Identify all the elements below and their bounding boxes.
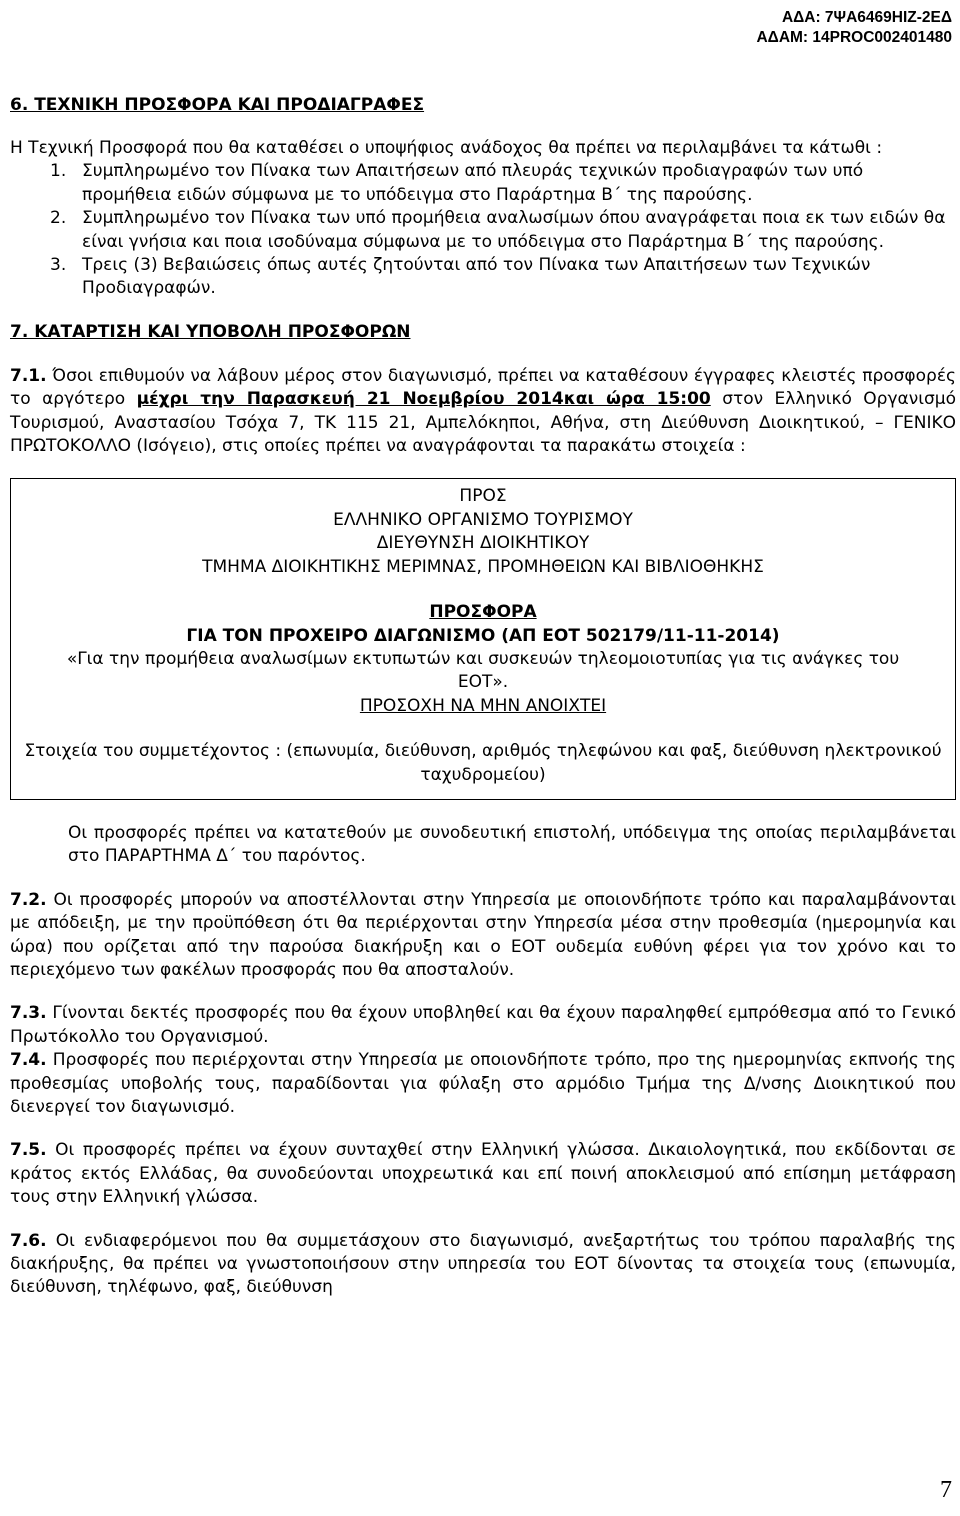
paragraph-text: Οι προσφορές πρέπει να έχουν συνταχθεί στην Ελληνική γλώσσα. Δικαιολογητικά, που εκδίδονται σε κράτος εκτός Ελλάδας, θα συνοδεύονται υποχρεωτικά και επί ποινή αποκλεισμού από επίσημη μετάφραση τους στην Ελληνική γλώσσα. [10, 1140, 956, 1208]
document-ids [756, 8, 952, 48]
box-organization: ΕΛΛΗΝΙΚΟ ΟΡΓΑΝΙΣΜΟ ΤΟΥΡΙΣΜΟΥ [333, 509, 633, 530]
list-item-number: 3. [50, 255, 67, 276]
paragraph-text: Προσφορές που περιέρχονται στην Υπηρεσία με οποιονδήποτε τρόπο, προ της ημερομηνίας εκπνοής της προθεσμίας υποβολής τους, παραδίδονται για φύλαξη στο αρμόδιο Τμήμα της Δ/νσης Διοικητικού που διενεργεί τον διαγωνισμό. [10, 1050, 956, 1117]
list-item [50, 254, 956, 301]
paragraph-text: Όσοι επιθυμούν να λάβουν μέρος στον διαγωνισμό, πρέπει να καταθέσουν έγγραφες κλειστές προσφορές το αργότερο [10, 365, 956, 410]
paragraph-number: 7.5. [10, 1140, 47, 1161]
box-department: ΔΙΕΥΘΥΝΣΗ ΔΙΟΙΚΗΤΙΚΟΥ [376, 533, 590, 554]
paragraph-number: 7.2. [10, 889, 47, 910]
requirements-list [50, 160, 956, 300]
paragraph-7-4 [10, 1049, 956, 1119]
box-participant-details: Στοιχεία του συμμετέχοντος : (επωνυμία, διεύθυνση, αριθμός τηλεφώνου και φαξ, διεύθυνση ηλεκτρονικού ταχυδρομείου) [24, 741, 942, 785]
list-item-text: Συμπληρωμένο τον Πίνακα των υπό προμήθεια αναλωσίμων όπου αναγράφεται ποια εκ των ειδών θα είναι γνήσια και ποια ισοδύναμα σύμφωνα με το υπόδειγμα στο Παράρτημα Β΄ της παρούσης. [82, 208, 946, 252]
box-section: ΤΜΗΜΑ ΔΙΟΙΚΗΤΙΚΗΣ ΜΕΡΙΜΝΑΣ, ΠΡΟΜΗΘΕΙΩΝ ΚΑΙ ΒΙΒΛΙΟΘΗΚΗΣ [202, 556, 764, 577]
envelope-label-box [10, 478, 956, 799]
page-number: 7 [940, 1477, 952, 1503]
section-7-title: 7. ΚΑΤΑΡΤΙΣΗ ΚΑΙ ΥΠΟΒΟΛΗ ΠΡΟΣΦΟΡΩΝ [10, 321, 411, 342]
paragraph-7-5 [10, 1139, 956, 1209]
paragraph-text: στον Ελληνικό Οργανισμό Τουρισμού, Αναστασίου Τσόχα 7, ΤΚ 115 21, Αμπελόκηποι, Αθήνα, στη Διεύθυνση Διοικητικού, – ΓΕΝΙΚΟ ΠΡΩΤΟΚΟΛΛΟ (Ισόγειο), στις οποίες πρέπει να αναγράφονται τα παρακάτω στοιχεία : [10, 389, 956, 457]
paragraph-number: 7.1. [10, 365, 47, 386]
box-tender: ΓΙΑ ΤΟΝ ΠΡΟΧΕΙΡΟ ΔΙΑΓΩΝΙΣΜΟ (ΑΠ ΕΟΤ 502179/11-11-2014) [186, 625, 780, 646]
list-item [50, 207, 956, 254]
list-item-number: 2. [50, 208, 67, 229]
paragraph-7-2 [10, 889, 956, 983]
paragraph-text: Γίνονται δεκτές προσφορές που θα έχουν υποβληθεί και θα έχουν παραληφθεί εμπρόθεσμα από το Γενικό Πρωτόκολλο του Οργανισμού. [10, 1003, 956, 1047]
after-box-text: Οι προσφορές πρέπει να κατατεθούν με συνοδευτική επιστολή, υπόδειγμα της οποίας περιλαμβάνεται στο ΠΑΡΑΡΤΗΜΑ Δ΄ του παρόντος. [68, 822, 956, 867]
paragraph-7-3 [10, 1002, 956, 1049]
deadline-text: μέχρι την Παρασκευή 21 Νοεμβρίου 2014και ώρα 15:00 [136, 389, 711, 410]
box-pros: ΠΡΟΣ [459, 486, 507, 507]
ada-code: ΑΔΑ: 7ΨΑ6469ΗΙΖ-2ΕΔ [781, 9, 952, 26]
paragraph-text: Οι ενδιαφερόμενοι που θα συμμετάσχουν στο διαγωνισμό, ανεξαρτήτως του τρόπου παραλαβής της διακήρυξης, θα πρέπει να γνωστοποιήσουν στην υπηρεσία του ΕΟΤ δίνοντας τα στοιχεία τους (επωνυμία, διεύθυνση, τηλέφωνο, φαξ, διεύθυνση [10, 1230, 956, 1298]
box-subject: «Για την προμήθεια αναλωσίμων εκτυπωτών και συσκευών τηλεομοιοτυπίας για τις ανάγκες του ΕΟΤ». [66, 648, 900, 693]
paragraph-number: 7.6. [10, 1230, 47, 1251]
box-offer: ΠΡΟΣΦΟΡΑ [429, 602, 537, 623]
box-warning: ΠΡΟΣΟΧΗ ΝΑ ΜΗΝ ΑΝΟΙΧΤΕΙ [359, 695, 607, 716]
paragraph-7-6 [10, 1230, 956, 1300]
paragraph-text: Οι προσφορές μπορούν να αποστέλλονται στην Υπηρεσία με οποιονδήποτε τρόπο και παραλαμβάνονται με απόδειξη, με την προϋπόθεση ότι θα περιέρχονται στην Υπηρεσία μέσα στην προθεσμία (ημερομηνία και ώρα) που ορίζεται από την παρούσα διακήρυξη και ο ΕΟΤ ουδεμία ευθύνη φέρει για τον χρόνο και το περιεχόμενο των φακέλων προσφοράς που θα αποσταλούν. [10, 889, 956, 980]
paragraph-number: 7.4. [10, 1050, 47, 1071]
list-item-text: Συμπληρωμένο τον Πίνακα των Απαιτήσεων από πλευράς τεχνικών προδιαγραφών των υπό προμήθεια ειδών σύμφωνα με το υπόδειγμα στο Παράρτημα Β΄ της παρούσης. [82, 161, 864, 205]
list-item-text: Τρεις (3) Βεβαιώσεις όπως αυτές ζητούνται από τον Πίνακα των Απαιτήσεων των Τεχνικών Προδιαγραφών. [82, 255, 871, 299]
paragraph-number: 7.3. [10, 1003, 47, 1024]
paragraph-7-1 [10, 365, 956, 459]
adam-code: ΑΔΑΜ: 14PROC002401480 [756, 29, 952, 46]
section-6-intro: Η Τεχνική Προσφορά που θα καταθέσει ο υποψήφιος ανάδοχος θα πρέπει να περιλαμβάνει τα κάτωθι : [10, 138, 883, 158]
list-item-number: 1. [50, 161, 67, 182]
document-page [10, 94, 956, 1300]
list-item [50, 160, 956, 207]
section-6-title: 6. ΤΕΧΝΙΚΗ ΠΡΟΣΦΟΡΑ ΚΑΙ ΠΡΟΔΙΑΓΡΑΦΕΣ [10, 95, 425, 115]
